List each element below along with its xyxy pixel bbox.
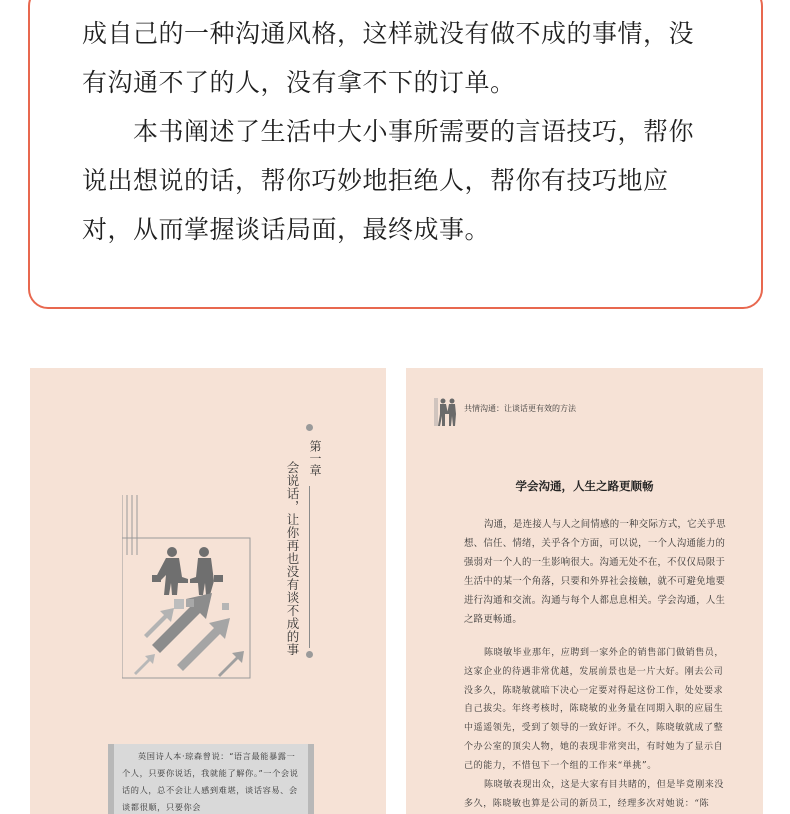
intro-line-2: 有沟通不了的人，没有拿不下的订单。 (82, 68, 516, 97)
intro-line-3: 本书阐述了生活中大小事所需要的言语技巧，帮你 (82, 117, 695, 146)
intro-line-5: 对，从而掌握谈话局面，最终成事。 (82, 215, 491, 244)
decorative-dot (306, 651, 313, 658)
paragraph: 陈晓敏毕业那年，应聘到一家外企的销售部门做销售员，这家企业的待遇非常优越，发展前景也是一片大好。刚去公司没多久，陈晓敏就暗下决心一定要对得起这份工作，处处要求自己拔尖。年终考核时，陈晓敏的业务量在同期入职的应届生中遥遥领先，受到了领导的一致好评。不久，陈晓敏就成了整个办公室的顶尖人物，她的表现非常突出，有时她为了显示自己的能力，不惜包下一个组的工作来“単挑”。 (464, 648, 725, 771)
quote-text: 英国诗人本·琼森曾说：“语言最能暴露一个人，只要你说话，我就能了解你。”一个会说话的人，总不会让人感到难堪，谈话容易、会谈都很顺，只要你会 (122, 751, 299, 812)
intro-line-4: 说出想说的话，帮你巧妙地拒绝人，帮你有技巧地应 (82, 166, 669, 195)
quote-box-side-bar (108, 744, 114, 814)
handshake-arrows-illustration (122, 495, 252, 685)
intro-line-1: 成自己的一种沟通风格，这样就没有做不成的事情，没 (82, 19, 695, 48)
vertical-divider (309, 486, 310, 648)
book-page-right (406, 368, 763, 814)
article-title: 学会沟通，人生之路更顺畅 (515, 479, 654, 493)
quote-box (108, 744, 314, 814)
paragraph: 陈晓敏表现出众，这是大家有目共睹的，但是毕竟刚来没多久，陈晓敏也算是公司的新员工，经理多次对她说：“陈 (464, 780, 725, 809)
chapter-title: 会说话，让你再也没有谈不成的事 (285, 461, 300, 656)
decorative-dot (306, 424, 313, 431)
book-page-left (30, 368, 386, 814)
paragraph: 沟通，是连接人与人之间情感的一种交际方式，它关乎思想、信任、情绪，关乎各个方面，可以说，一个人沟通能力的强弱对一个人的一生影响很大。沟通无处不在，不仅仅局限于生活中的某一个角落，只要和外界社会接触，就不可避免地要进行沟通和交流。沟通与每个人都息息相关。学会沟通，人生之路更畅通。 (464, 519, 726, 625)
handshake-icon (434, 392, 460, 432)
running-header: 共情沟通：让谈话更有效的方法 (464, 404, 576, 413)
chapter-number: 第一章 (308, 440, 322, 476)
quote-box-side-bar (308, 744, 314, 814)
